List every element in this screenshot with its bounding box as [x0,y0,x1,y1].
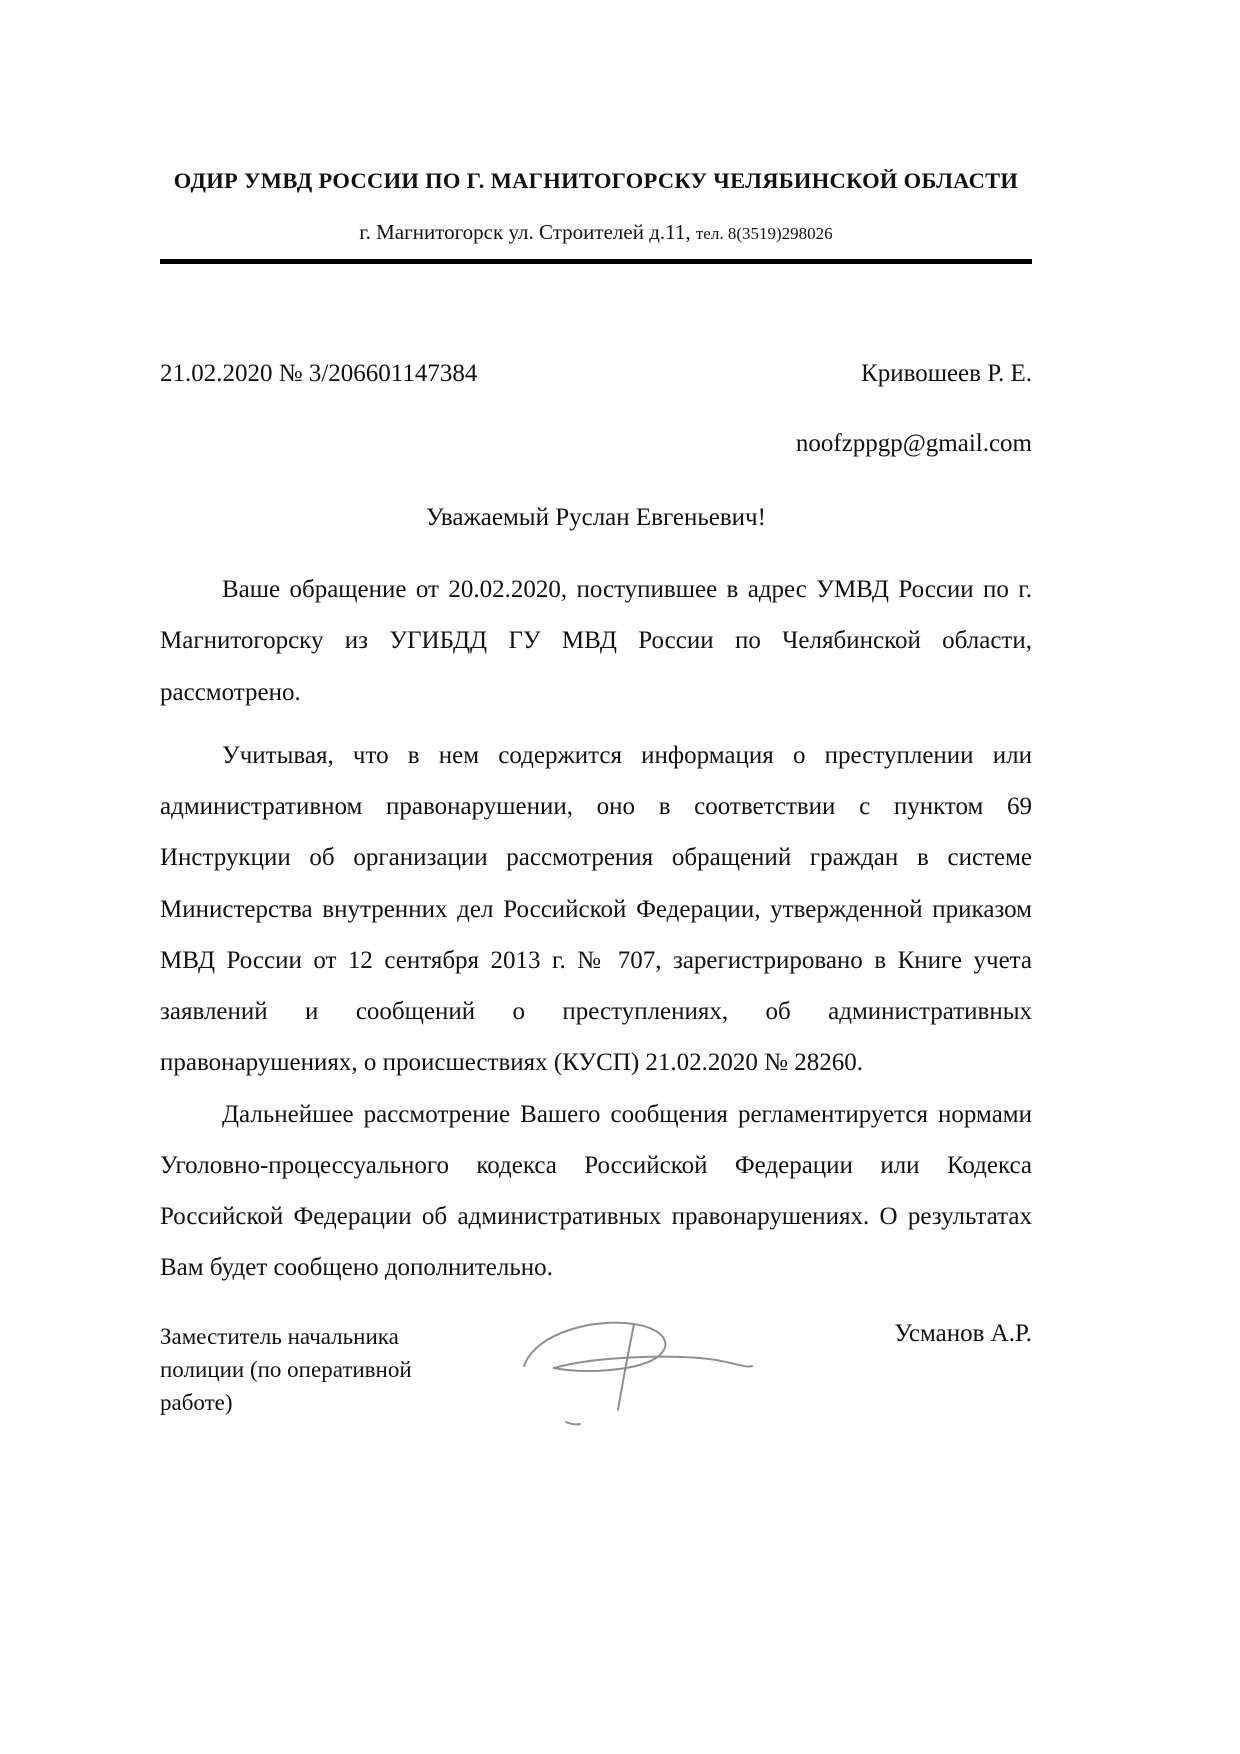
org-phone: тел. 8(3519)298026 [695,224,833,243]
email-row [160,430,1032,458]
recipient-email: noofzppgp@gmail.com [795,430,1032,457]
salutation: Уважаемый Руслан Евгеньевич! [426,504,766,531]
signature-icon [506,1314,766,1434]
signer-position: Заместитель начальника полиции (по оперативной работе) [160,1323,412,1416]
signature-block [160,1320,1032,1434]
signature-scribble [460,1314,812,1434]
org-address [160,220,1032,245]
letter-date-number: 21.02.2020 № 3/206601147384 [160,360,478,387]
paragraph-2: Учитывая, что в нем содержится информация о преступлении или административном правонарушении, оно в соответствии с пунктом 69 Инструкции об организации рассмотрения обращений граждан в системе Министерства внутренних дел Российской Федерации, утвержденной приказом МВД России от 12 сентября 2013 г. № 707, зарегистрировано в Книге учета заявлений и сообщений о преступлениях, об административных правонарушениях, о происшествиях (КУСП) 21.02.2020 № 28260. [160,741,1032,1077]
meta-row [160,360,1032,388]
letterhead-divider [160,259,1032,264]
paragraph-3: Дальнейшее рассмотрение Вашего сообщения регламентируется нормами Уголовно-процессуального кодекса Российской Федерации или Кодекса Российской Федерации об административных правонарушениях. О результатах Вам будет сообщено дополнительно. [160,1100,1032,1282]
recipient-name: Кривошеев Р. Е. [861,360,1032,387]
org-address-text: г. Магнитогорск ул. Строителей д.11, [359,220,696,244]
org-name: ОДИР УМВД РОССИИ ПО Г. МАГНИТОГОРСКУ ЧЕЛЯБИНСКОЙ ОБЛАСТИ [173,168,1019,193]
paragraph-1: Ваше обращение от 20.02.2020, поступившее в адрес УМВД России по г. Магнитогорску из УГИБДД ГУ МВД России по Челябинской области, рассмотрено. [160,576,1032,706]
letterhead [160,168,1032,264]
signer-name: Усманов А.Р. [894,1319,1032,1347]
